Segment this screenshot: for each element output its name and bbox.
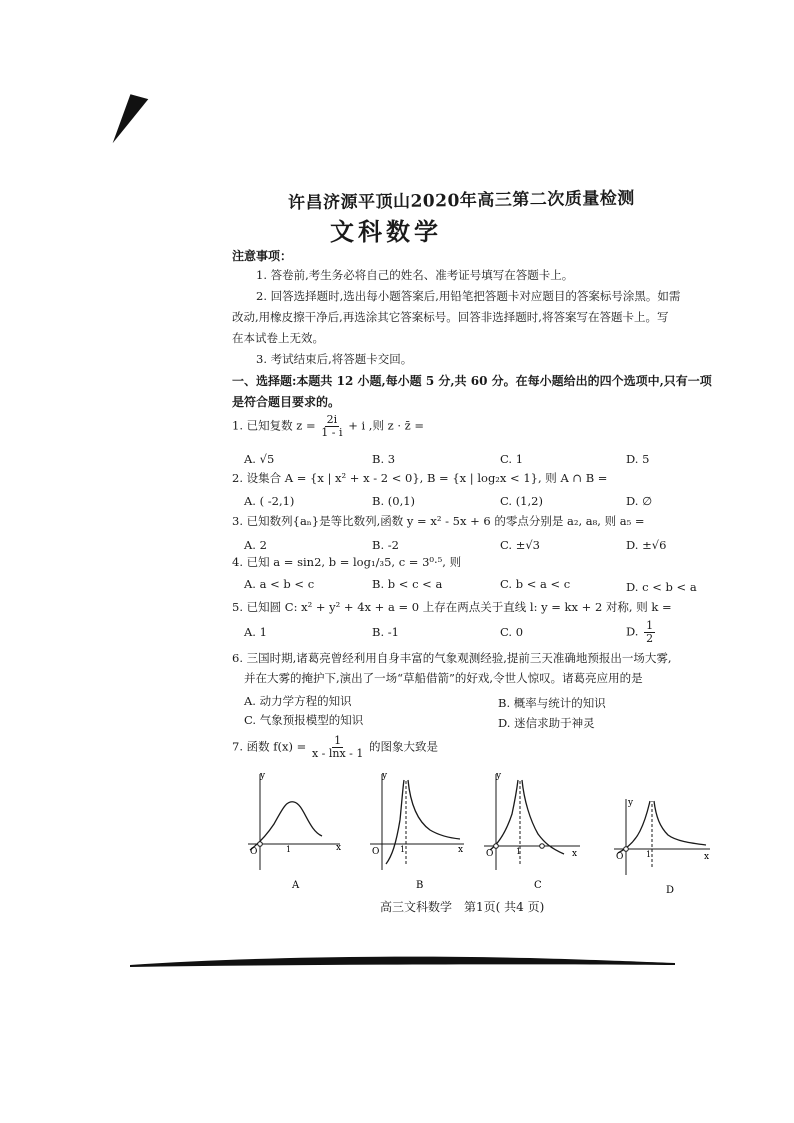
graph-c-origin-circle bbox=[494, 844, 499, 849]
q4-option-a: A. a < b < c bbox=[244, 577, 315, 591]
scan-mark bbox=[104, 94, 149, 145]
q7-frac-num: 1 bbox=[334, 734, 342, 747]
q6-option-c: C. 气象预报模型的知识 bbox=[244, 713, 364, 727]
q6-option-b: B. 概率与统计的知识 bbox=[498, 696, 606, 710]
graph-d-origin: O bbox=[616, 852, 624, 862]
graph-c-tick: 1 bbox=[516, 847, 522, 856]
q5-option-d-fraction bbox=[644, 620, 655, 645]
q7-suffix: 的图象大致是 bbox=[369, 739, 439, 754]
graph-b-x-label: x bbox=[458, 845, 464, 855]
graph-a-x-label: x bbox=[336, 843, 342, 853]
graph-c-x-label: x bbox=[572, 849, 578, 859]
notice-item-2-end: 在本试卷上无效。 bbox=[232, 331, 324, 345]
q1-option-a: A. √5 bbox=[244, 452, 275, 466]
q1-frac-den: 1 - i bbox=[321, 426, 343, 439]
q1-fraction bbox=[321, 414, 342, 439]
q2-option-c: C. (1,2) bbox=[500, 494, 543, 508]
graph-d bbox=[610, 795, 720, 899]
graph-a-label: A bbox=[292, 880, 300, 890]
graph-b bbox=[364, 770, 474, 890]
q1-option-d: D. 5 bbox=[626, 452, 650, 466]
question-3-stem: 3. 已知数列{aₙ}是等比数列,函数 y = x² - 5x + 6 的零点分别是 a₂, a₈, 则 a₅ = bbox=[232, 514, 645, 528]
notice-item-3: 3. 考试结束后,将答题卡交回。 bbox=[256, 352, 413, 366]
q6-option-d: D. 迷信求助于神灵 bbox=[498, 716, 595, 730]
q5-option-d bbox=[626, 620, 657, 645]
q5-d-den: 2 bbox=[646, 632, 654, 645]
q1-option-c: C. 1 bbox=[500, 452, 524, 466]
q7-prefix: 7. 函数 f(x) = bbox=[232, 739, 307, 754]
q5-option-a: A. 1 bbox=[244, 625, 267, 639]
section-heading-cont: 是符合题目要求的。 bbox=[232, 395, 341, 409]
question-6-line-1: 6. 三国时期,诸葛亮曾经利用自身丰富的气象观测经验,提前三天准确地预报出一场大雾, bbox=[232, 651, 672, 665]
q1-suffix: + i ,则 z · z̄ = bbox=[348, 418, 424, 433]
notice-item-1: 1. 答卷前,考生务必将自己的姓名、准考证号填写在答题卡上。 bbox=[256, 268, 574, 282]
scan-smudge bbox=[130, 955, 675, 967]
page-footer: 高三文科数学 第1页( 共4 页) bbox=[380, 900, 545, 914]
question-1-stem bbox=[232, 414, 424, 439]
graph-c-y-label: y bbox=[496, 771, 502, 781]
q5-d-num: 1 bbox=[646, 619, 654, 632]
question-2-stem: 2. 设集合 A = {x | x² + x - 2 < 0}, B = {x | log₂x < 1}, 则 A ∩ B = bbox=[232, 471, 608, 485]
q2-option-a: A. ( -2,1) bbox=[244, 494, 295, 508]
q3-option-c: C. ±√3 bbox=[500, 538, 540, 552]
q5-option-c: C. 0 bbox=[500, 625, 524, 639]
graph-b-origin: O bbox=[372, 847, 380, 857]
question-5-stem: 5. 已知圆 C: x² + y² + 4x + a = 0 上存在两点关于直线 l: y = kx + 2 对称, 则 k = bbox=[232, 600, 672, 614]
graph-c-zero-circle bbox=[540, 844, 545, 849]
subject-title: 文科数学 bbox=[330, 217, 442, 246]
question-7-stem bbox=[232, 735, 438, 760]
graph-a bbox=[236, 770, 356, 890]
section-heading: 一、选择题:本题共 12 小题,每小题 5 分,共 60 分。在每小题给出的四个选项中,只有一项 bbox=[232, 374, 712, 388]
question-4-stem: 4. 已知 a = sin2, b = log₁/₃5, c = 3⁰·⁵, 则 bbox=[232, 555, 462, 569]
graph-a-origin: O bbox=[250, 847, 258, 857]
graph-d-tick: 1 bbox=[646, 850, 652, 859]
graph-d-y-label: y bbox=[628, 798, 634, 808]
q7-frac-den: x - lnx - 1 bbox=[311, 747, 364, 760]
q4-option-c: C. b < a < c bbox=[500, 577, 571, 591]
q1-option-b: B. 3 bbox=[372, 452, 396, 466]
q3-option-d: D. ±√6 bbox=[626, 538, 667, 552]
graph-d-curve-right bbox=[654, 801, 706, 845]
graph-b-tick: 1 bbox=[400, 845, 406, 854]
q1-prefix: 1. 已知复数 z = bbox=[232, 418, 316, 433]
q4-option-d: D. c < b < a bbox=[626, 580, 697, 594]
graph-b-curve-right bbox=[408, 780, 460, 839]
notice-item-2: 2. 回答选择题时,选出每小题答案后,用铅笔把答题卡对应题目的答案标号涂黑。如需 bbox=[256, 289, 681, 303]
graph-a-y-label: y bbox=[260, 771, 266, 781]
q3-option-a: A. 2 bbox=[244, 538, 267, 552]
question-6-line-2: 并在大雾的掩护下,演出了一场“草船借箭”的好戏,令世人惊叹。诸葛亮应用的是 bbox=[244, 671, 643, 685]
graph-c-origin: O bbox=[486, 849, 494, 859]
graph-a-tick: 1 bbox=[286, 845, 292, 854]
notice-item-2-cont: 改动,用橡皮擦干净后,再选涂其它答案标号。回答非选择题时,将答案写在答题卡上。写 bbox=[232, 310, 669, 324]
graph-d-curve-left bbox=[618, 801, 650, 853]
graph-d-label: D bbox=[666, 885, 675, 896]
graph-b-label: B bbox=[416, 880, 424, 890]
q2-option-b: B. (0,1) bbox=[372, 494, 416, 508]
graph-c-curve-left bbox=[490, 780, 518, 850]
q5-option-b: B. -1 bbox=[372, 625, 399, 639]
graph-c-curve-right bbox=[522, 780, 564, 854]
graph-a-origin-circle bbox=[258, 842, 263, 847]
q6-option-a: A. 动力学方程的知识 bbox=[244, 694, 352, 708]
q3-option-b: B. -2 bbox=[372, 538, 399, 552]
q2-option-d: D. ∅ bbox=[626, 494, 653, 508]
graph-d-x-label: x bbox=[704, 852, 710, 862]
graph-b-y-label: y bbox=[382, 771, 388, 781]
graph-c-label: C bbox=[534, 880, 542, 890]
graph-c bbox=[480, 770, 590, 890]
q5-option-d-label: D. bbox=[626, 624, 639, 639]
q4-option-b: B. b < c < a bbox=[372, 577, 443, 591]
exam-title: 许昌济源平顶山2020年高三第二次质量检测 bbox=[287, 188, 635, 214]
graph-d-origin-circle bbox=[624, 847, 629, 852]
notice-heading: 注意事项： bbox=[232, 249, 293, 263]
q1-frac-num: 2i bbox=[326, 413, 338, 426]
q7-fraction bbox=[312, 735, 363, 760]
